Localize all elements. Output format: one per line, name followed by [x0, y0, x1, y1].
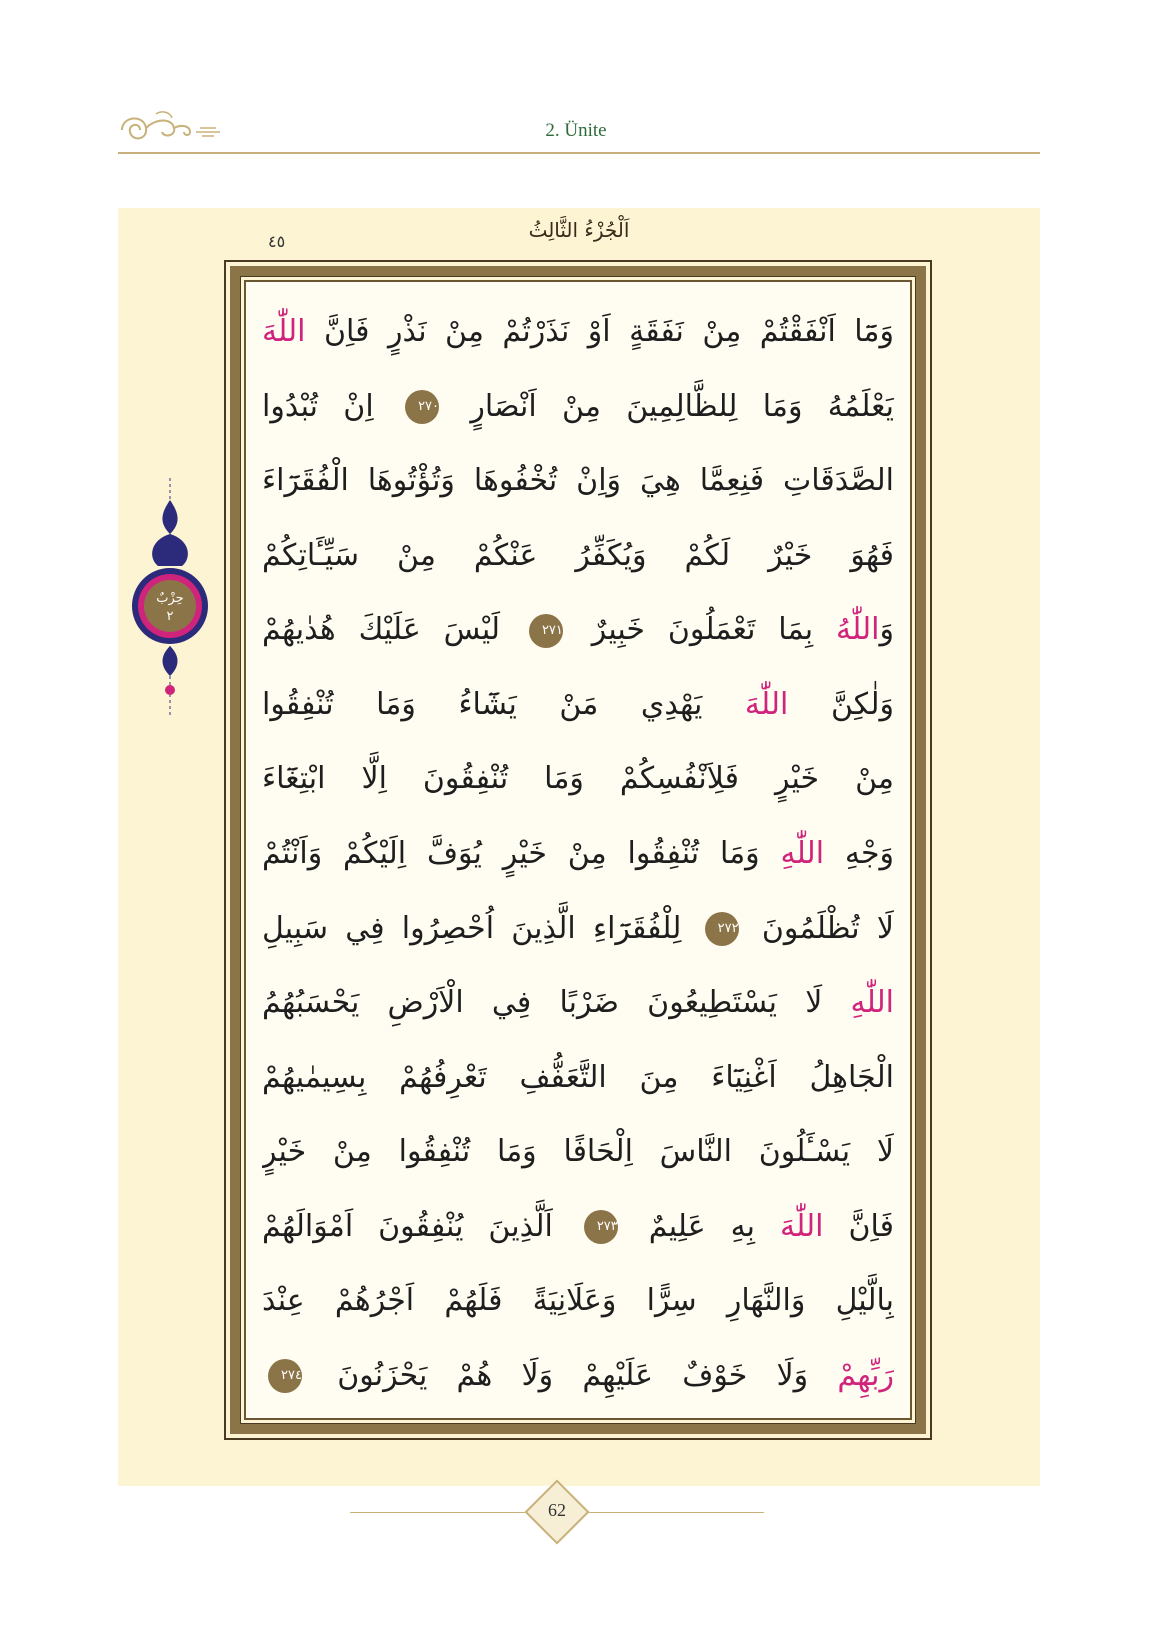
- ayah-number-marker: ٢٧٢: [705, 912, 739, 946]
- verse-text: وَجْهِ: [824, 835, 894, 871]
- highlighted-word: اللّٰهَ: [744, 686, 789, 722]
- verse-text: وَ: [879, 612, 894, 648]
- verse-text: الصَّدَقَاتِ فَنِعِمَّا هِيَ وَاِنْ تُخْفُوهَا وَتُؤْتُوهَا الْفُقَرَٓاءَ: [262, 463, 894, 499]
- verse-text: يَعْلَمُهُ وَمَا لِلظَّالِمِينَ مِنْ اَنْصَارٍ: [445, 388, 894, 424]
- verse-text: الْجَاهِلُ اَغْنِيَٓاءَ مِنَ التَّعَفُّفِ تَعْرِفُهُمْ بِسِيمٰيهُمْ: [262, 1059, 894, 1095]
- footer-rule-right: [584, 1512, 764, 1513]
- verse-text: فَهُوَ خَيْرٌ لَكُمْ وَيُكَفِّرُ عَنْكُمْ مِنْ سَيِّـَٔاتِكُمْ: [262, 537, 894, 573]
- ayah-number-marker: ٢٧٠: [405, 390, 439, 424]
- footer-rule-left: [350, 1512, 530, 1513]
- ayah-number-marker: ٢٧١: [529, 614, 563, 648]
- verse-text: وَلَا خَوْفٌ عَلَيْهِمْ وَلَا هُمْ يَحْزَنُونَ: [308, 1357, 838, 1393]
- verse-text: اِنْ تُبْدُوا: [262, 388, 400, 424]
- header-divider: [118, 152, 1040, 154]
- verse-line: [262, 1048, 894, 1110]
- verse-text: بِالَّيْلِ وَالنَّهَارِ سِرًّا وَعَلَانِيَةً فَلَهُمْ اَجْرُهُمْ عِنْدَ: [262, 1283, 894, 1319]
- verse-line: [262, 1271, 894, 1333]
- verse-text: وَلٰكِنَّ: [788, 686, 894, 722]
- verse-line: [262, 824, 894, 886]
- verse-line: [262, 600, 894, 662]
- verse-text: بِهِ عَلِيمٌ: [623, 1208, 780, 1244]
- highlighted-word: اللّٰهِ: [780, 835, 825, 871]
- verse-text: وَمَا تُنْفِقُوا مِنْ خَيْرٍ يُوَفَّ اِلَيْكُمْ وَاَنْتُمْ: [262, 835, 781, 871]
- ayah-number-marker: ٢٧٤: [268, 1359, 302, 1393]
- verse-text: وَمَٓا اَنْفَقْتُمْ مِنْ نَفَقَةٍ اَوْ نَذَرْتُمْ مِنْ نَذْرٍ فَاِنَّ: [305, 314, 894, 349]
- hizb-label: حِزْبٌ: [156, 591, 184, 606]
- ayah-number-marker: ٢٧٣: [584, 1210, 618, 1244]
- verse-text: لَا يَسْـَٔلُونَ النَّاسَ اِلْحَافًا وَمَا تُنْفِقُوا مِنْ خَيْرٍ: [262, 1134, 894, 1170]
- verse-text: لَيْسَ عَلَيْكَ هُدٰيهُمْ: [262, 612, 523, 648]
- highlighted-word: اللّٰهَ: [779, 1208, 824, 1244]
- verse-line: [262, 526, 894, 588]
- juz-title: اَلْجُزْءُ الثَّالِثُ: [528, 218, 630, 242]
- verse-line: [262, 451, 894, 513]
- verse-text: اَلَّذِينَ يُنْفِقُونَ اَمْوَالَهُمْ: [262, 1208, 578, 1244]
- highlighted-word: اللّٰهَ: [262, 314, 306, 349]
- page-number: 62: [548, 1500, 566, 1520]
- highlighted-word: اللّٰهِ: [850, 985, 894, 1021]
- verse-text: لَا تُظْلَمُونَ: [744, 910, 894, 946]
- mushaf-page-number: ٤٥: [268, 232, 286, 251]
- highlighted-word: اللّٰهُ: [836, 612, 880, 648]
- verse-line: [262, 899, 894, 961]
- verse-line: [262, 377, 894, 439]
- verse-frame: [224, 260, 932, 1440]
- unit-title: 2. Ünite: [545, 120, 607, 141]
- hizb-marker-icon: [130, 478, 210, 718]
- verse-line: [262, 1346, 894, 1408]
- verse-lines: [262, 302, 894, 1408]
- verse-line: [262, 302, 894, 364]
- mushaf-page-panel: [118, 208, 1040, 1486]
- verse-text: لَا يَسْتَطِيعُونَ ضَرْبًا فِي الْاَرْضِ يَحْسَبُهُمُ: [262, 985, 851, 1021]
- hizb-number: ٢: [166, 609, 174, 624]
- verse-text: يَهْدِي مَنْ يَشَٓاءُ وَمَا تُنْفِقُوا: [262, 686, 745, 722]
- highlighted-word: رَبِّهِمْ: [837, 1357, 894, 1393]
- verse-line: [262, 675, 894, 737]
- verse-line: [262, 749, 894, 811]
- verse-text: لِلْفُقَرَٓاءِ الَّذِينَ اُحْصِرُوا فِي سَبِيلِ: [262, 910, 699, 946]
- verse-line: [262, 1197, 894, 1259]
- verse-text: فَاِنَّ: [823, 1208, 894, 1244]
- verse-line: [262, 973, 894, 1035]
- verse-text: مِنْ خَيْرٍ فَلِاَنْفُسِكُمْ وَمَا تُنْفِقُونَ اِلَّا ابْتِغَٓاءَ: [262, 761, 894, 797]
- verse-line: [262, 1122, 894, 1184]
- verse-text: بِمَا تَعْمَلُونَ خَبِيرٌ: [568, 612, 837, 648]
